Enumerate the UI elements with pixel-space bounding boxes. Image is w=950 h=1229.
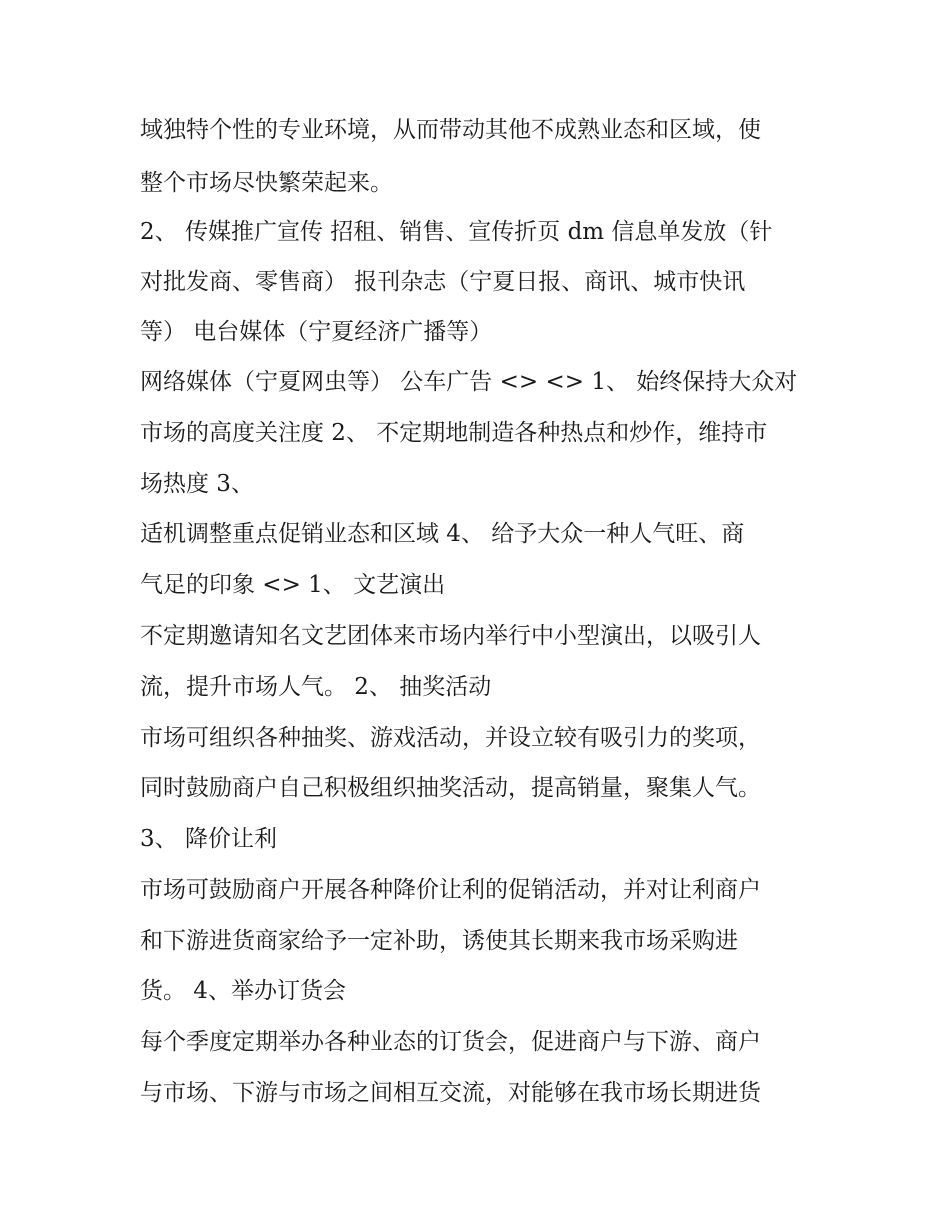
text-line: 3、 降价让利 [140, 826, 277, 852]
text-line: 和下游进货商家给予一定补助，诱使其长期来我市场采购进 [140, 928, 738, 954]
text-line: 每个季度定期举办各种业态的订货会，促进商户与下游、商户 [140, 1029, 761, 1055]
text-line: 市场的高度关注度 2、 不定期地制造各种热点和炒作，维持市 [140, 420, 768, 446]
text-line: 整个市场尽快繁荣起来。 [140, 170, 393, 196]
text-line: 同时鼓励商户自己积极组织抽奖活动，提高销量，聚集人气。 [140, 775, 761, 801]
text-line: 场热度 3、 [140, 471, 254, 497]
text-line: 网络媒体（宁夏网虫等） 公车广告 <> <> 1、 始终保持大众对 [140, 369, 798, 395]
text-line: 对批发商、零售商） 报刊杂志（宁夏日报、商讯、城市快讯 [140, 269, 746, 295]
text-line: 货。 4、举办订货会 [140, 978, 346, 1004]
text-line: 不定期邀请知名文艺团体来市场内举行中小型演出，以吸引人 [140, 623, 761, 649]
text-line: 适机调整重点促销业态和区域 4、 给予大众一种人气旺、商 [140, 521, 745, 547]
text-line: 流，提升市场人气。 2、 抽奖活动 [140, 674, 492, 700]
text-line: 等） 电台媒体（宁夏经济广播等） [140, 319, 493, 345]
text-line: 气足的印象 <> 1、 文艺演出 [140, 572, 446, 598]
text-line: 与市场、下游与市场之间相互交流，对能够在我市场长期进货 [140, 1080, 761, 1106]
text-line: 市场可组织各种抽奖、游戏活动，并设立较有吸引力的奖项， [140, 725, 761, 751]
text-line: 域独特个性的专业环境，从而带动其他不成熟业态和区域，使 [140, 117, 761, 143]
text-line: 市场可鼓励商户开展各种降价让利的促销活动，并对让利商户 [140, 877, 761, 903]
text-line: 2、 传媒推广宣传 招租、销售、宣传折页 dm 信息单发放（针 [140, 219, 773, 245]
